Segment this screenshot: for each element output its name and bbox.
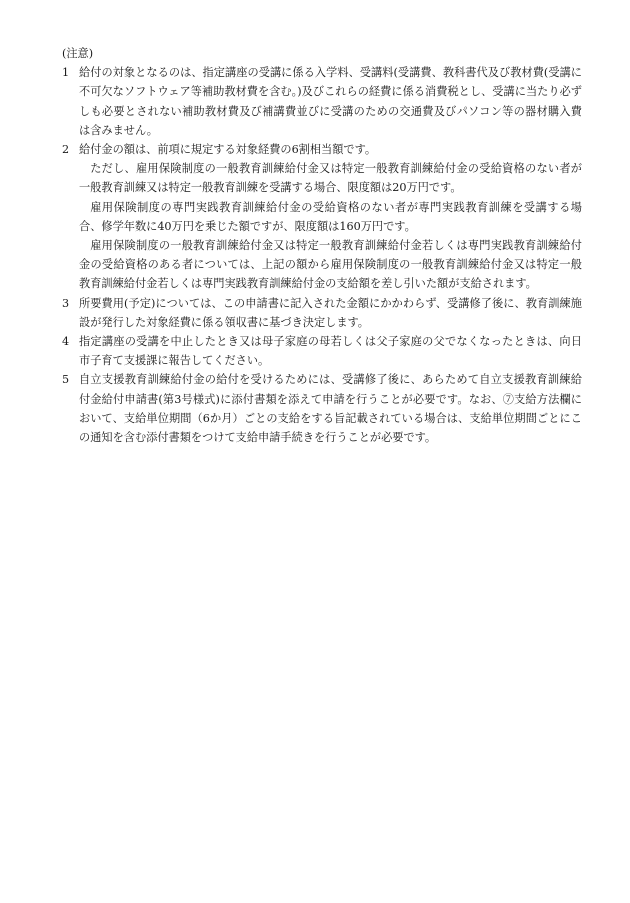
note-number: 2 [62,143,70,157]
note-paragraph: ただし、雇用保険制度の一般教育訓練給付金又は特定一般教育訓練給付金の受給資格のない者が一般教育訓練又は特定一般教育訓練を受講する場合、限度額は20万円です。 [79,162,582,195]
note-number: 5 [62,373,70,387]
note-item-5 [62,370,582,447]
note-paragraph: 給付金の額は、前項に規定する対象経費の6割相当額です。 [79,143,377,157]
note-item-4 [62,332,582,370]
note-paragraph: 給付の対象となるのは、指定講座の受講に係る入学料、受講料(受講費、教科書代及び教材費(受講に不可欠なソフトウェア等補助教材費を含む。)及びこれらの経費に係る消費税とし、受講に当たり必ずしも必要とされない補助教材費及び補講費並びに受講のための交通費及びパソコン等の器材購入費は含みません。 [79,66,582,137]
note-paragraph: 雇用保険制度の専門実践教育訓練給付金の受給資格のない者が専門実践教育訓練を受講する場合、修学年数に40万円を乗じた額ですが、限度額は160万円です。 [79,200,582,233]
notes-heading: (注意) [62,47,94,60]
note-number: 3 [62,296,70,310]
note-item-2 [62,140,582,294]
note-paragraph: 自立支援教育訓練給付金の給付を受けるためには、受講修了後に、あらためて自立支援教育訓練給付金給付申請書(第3号様式)に添付書類を添えて申請を行うことが必要です。なお、⑦支給方法欄において、支給単位期間（6か月）ごとの支給をする旨記載されている場合は、支給単位期間ごとにこの通知を含む添付書類をつけて支給申請手続きを行うことが必要です。 [79,373,582,445]
notes-section [62,44,582,447]
note-paragraph: 雇用保険制度の一般教育訓練給付金又は特定一般教育訓練給付金若しくは専門実践教育訓練給付金の受給資格のある者については、上記の額から雇用保険制度の一般教育訓練給付金又は特定一般教育訓練給付金若しくは専門実践教育訓練給付金の支給額を差し引いた額が支給されます。 [79,239,582,291]
note-number: 1 [62,66,70,80]
note-item-1 [62,63,582,140]
note-paragraph: 指定講座の受講を中止したとき又は母子家庭の母若しくは父子家庭の父でなくなったときは、向日市子育て支援課に報告してください。 [79,335,582,368]
note-paragraph: 所要費用(予定)については、この申請書に記入された金額にかかわらず、受講修了後に、教育訓練施設が発行した対象経費に係る領収書に基づき決定します。 [79,296,582,329]
note-number: 4 [62,335,70,349]
note-item-3 [62,294,582,332]
